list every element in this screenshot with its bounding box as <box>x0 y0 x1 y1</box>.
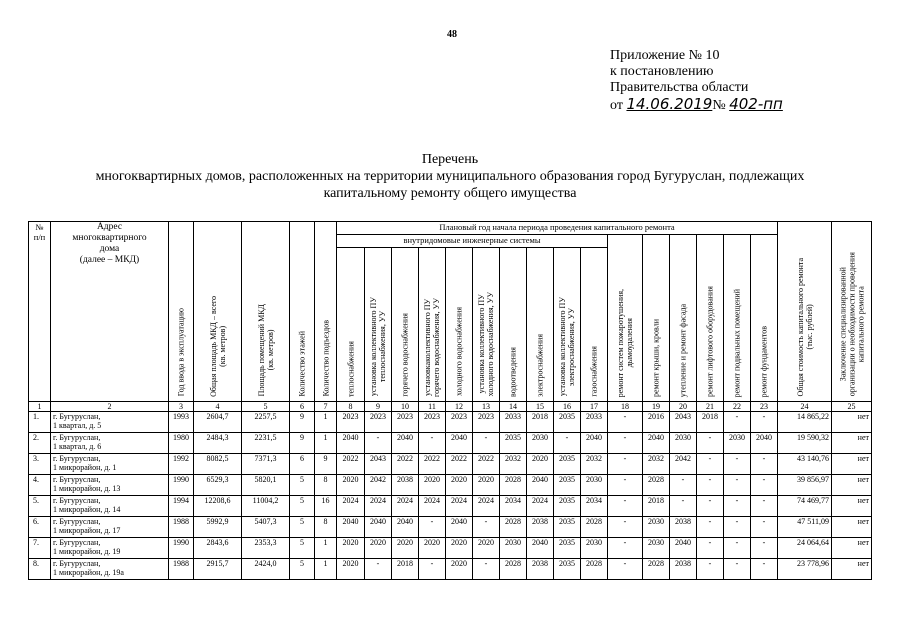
table-cell: 2035 <box>554 475 581 496</box>
table-row <box>29 412 872 433</box>
table-cell: 2028 <box>643 559 670 580</box>
table-cell: 1 <box>315 412 337 433</box>
table-cell: 2035 <box>554 496 581 517</box>
table-cell: 2032 <box>581 454 608 475</box>
table-cell: 2024 <box>419 496 446 517</box>
appendix-line-3: Правительства области <box>610 80 749 95</box>
table-cell: 6529,3 <box>194 475 242 496</box>
table-cell: 2020 <box>473 475 500 496</box>
header-system-3: установкаколлективного ПУ горячего водоснабжения, УУ <box>419 248 446 402</box>
column-number: 25 <box>832 402 872 412</box>
table-cell: 2231,5 <box>242 433 290 454</box>
table-cell: - <box>608 538 643 559</box>
table-cell: 19 590,32 <box>778 433 832 454</box>
table-cell: нет <box>832 433 872 454</box>
table-cell: 14 865,22 <box>778 412 832 433</box>
table-cell: 8 <box>315 517 337 538</box>
appendix-no-sign: № <box>712 98 726 113</box>
table-cell: 2028 <box>500 559 527 580</box>
table-cell: нет <box>832 475 872 496</box>
table-cell: 2020 <box>473 538 500 559</box>
table-cell: г. Бугуруслан, 1 микрорайон, д. 19 <box>51 538 169 559</box>
table-row <box>29 559 872 580</box>
table-cell: 1988 <box>169 517 194 538</box>
table-cell: г. Бугуруслан, 1 микрорайон, д. 19а <box>51 559 169 580</box>
table-cell: - <box>419 559 446 580</box>
table-cell: 5 <box>290 475 315 496</box>
table-cell: 2034 <box>581 496 608 517</box>
header-conclusion: Заключение специализированной организации о необходимости проведения капитального ремонта <box>832 222 872 402</box>
table-cell: 2028 <box>500 475 527 496</box>
table-cell: 2353,3 <box>242 538 290 559</box>
table-cell: 2020 <box>419 538 446 559</box>
table-cell: 2030 <box>643 517 670 538</box>
table-cell: 2040 <box>751 433 778 454</box>
header-num: № п/п <box>29 222 51 402</box>
table-cell: - <box>751 496 778 517</box>
table-cell: нет <box>832 412 872 433</box>
table-cell: 16 <box>315 496 337 517</box>
table-cell: 2030 <box>581 475 608 496</box>
table-cell: 2604,7 <box>194 412 242 433</box>
table-cell: - <box>419 433 446 454</box>
table-cell: г. Бугуруслан, 1 микрорайон, д. 13 <box>51 475 169 496</box>
table-cell: 2032 <box>500 454 527 475</box>
table-cell: 2020 <box>337 559 365 580</box>
table-cell: - <box>751 475 778 496</box>
table-cell: 2020 <box>446 559 473 580</box>
table-cell: нет <box>832 538 872 559</box>
table-cell: 1993 <box>169 412 194 433</box>
header-plan-group: Плановый год начала периода проведения капитального ремонта <box>337 222 778 235</box>
table-cell: 2018 <box>527 412 554 433</box>
table-cell: - <box>473 433 500 454</box>
table-cell: 2040 <box>670 538 697 559</box>
header-other-5: ремонт фундаментов <box>751 235 778 402</box>
table-cell: 5 <box>290 496 315 517</box>
table-cell: 5407,3 <box>242 517 290 538</box>
table-cell: - <box>751 559 778 580</box>
table-cell: 8. <box>29 559 51 580</box>
table-cell: - <box>751 454 778 475</box>
table-cell: 43 140,76 <box>778 454 832 475</box>
table-cell: г. Бугуруслан, 1 квартал, д. 5 <box>51 412 169 433</box>
table-cell: 2042 <box>365 475 392 496</box>
column-number: 3 <box>169 402 194 412</box>
table-cell: 1 <box>315 538 337 559</box>
table-cell: 1990 <box>169 475 194 496</box>
table-cell: нет <box>832 517 872 538</box>
table-cell: 2020 <box>419 475 446 496</box>
table-cell: г. Бугуруслан, 1 микрорайон, д. 1 <box>51 454 169 475</box>
table-cell: - <box>724 412 751 433</box>
table-cell: 2018 <box>392 559 419 580</box>
column-number: 18 <box>608 402 643 412</box>
table-cell: - <box>751 412 778 433</box>
table-cell: 2040 <box>337 433 365 454</box>
table-cell: - <box>608 433 643 454</box>
page-number: 48 <box>447 29 457 40</box>
column-number: 5 <box>242 402 290 412</box>
column-number-row <box>29 402 872 412</box>
table-cell: 2020 <box>337 538 365 559</box>
table-cell: 2022 <box>392 454 419 475</box>
table-cell: нет <box>832 454 872 475</box>
table-cell: 2915,7 <box>194 559 242 580</box>
table-cell: - <box>608 559 643 580</box>
table-cell: 2035 <box>500 433 527 454</box>
title-line-2: многоквартирных домов, расположенных на территории муниципального образования город Бугуруслан, подлежащих <box>95 169 805 184</box>
document-title <box>40 151 860 202</box>
table-row <box>29 517 872 538</box>
header-entrances: Количество подъездов <box>315 222 337 402</box>
table-cell: 2028 <box>500 517 527 538</box>
title-line-3: капитальному ремонту общего имущества <box>323 186 577 201</box>
table-cell: 2022 <box>446 454 473 475</box>
table-cell: 1994 <box>169 496 194 517</box>
table-cell: 2024 <box>527 496 554 517</box>
table-cell: 2038 <box>527 517 554 538</box>
table-cell: 2023 <box>392 412 419 433</box>
table-cell: - <box>608 496 643 517</box>
header-system-8: установка коллективного ПУ электроснабжения, УУ <box>554 248 581 402</box>
table-cell: 2024 <box>446 496 473 517</box>
column-number: 7 <box>315 402 337 412</box>
table-cell: 1990 <box>169 538 194 559</box>
appendix-date: 14.06.2019 <box>626 95 713 113</box>
table-cell: 2023 <box>365 412 392 433</box>
table-cell: 2040 <box>446 517 473 538</box>
table-cell: 2043 <box>670 412 697 433</box>
appendix-from: от <box>610 98 623 113</box>
column-number: 21 <box>697 402 724 412</box>
table-cell: 2033 <box>581 412 608 433</box>
table-cell: 5 <box>290 559 315 580</box>
table-cell: 2040 <box>365 517 392 538</box>
table-cell: 2040 <box>527 538 554 559</box>
table-cell: 2484,3 <box>194 433 242 454</box>
column-number: 16 <box>554 402 581 412</box>
table-cell: 2038 <box>392 475 419 496</box>
table-cell: 2023 <box>446 412 473 433</box>
table-cell: 2028 <box>581 517 608 538</box>
houses-table <box>28 221 872 580</box>
column-number: 4 <box>194 402 242 412</box>
appendix-block <box>610 48 783 114</box>
table-cell: 2028 <box>643 475 670 496</box>
table-cell: - <box>724 496 751 517</box>
table-cell: 2035 <box>554 559 581 580</box>
table-cell: 2030 <box>724 433 751 454</box>
table-cell: 23 778,96 <box>778 559 832 580</box>
table-cell: - <box>724 559 751 580</box>
table-cell: 2033 <box>500 412 527 433</box>
appendix-line-2: к постановлению <box>610 64 714 79</box>
table-cell: 2038 <box>527 559 554 580</box>
table-cell: 39 856,97 <box>778 475 832 496</box>
table-cell: 2020 <box>337 475 365 496</box>
table-cell: 2035 <box>554 412 581 433</box>
header-system-6: водоотведения <box>500 248 527 402</box>
column-number: 17 <box>581 402 608 412</box>
table-cell: нет <box>832 559 872 580</box>
table-cell: - <box>554 433 581 454</box>
table-cell: 7. <box>29 538 51 559</box>
table-cell: 2024 <box>365 496 392 517</box>
table-cell: 2022 <box>419 454 446 475</box>
table-cell: 12208,6 <box>194 496 242 517</box>
column-number: 19 <box>643 402 670 412</box>
table-cell: 2016 <box>643 412 670 433</box>
table-cell: - <box>697 454 724 475</box>
column-number: 10 <box>392 402 419 412</box>
table-cell: 2030 <box>581 538 608 559</box>
table-cell: 6. <box>29 517 51 538</box>
table-cell: 5820,1 <box>242 475 290 496</box>
table-cell: 2020 <box>446 538 473 559</box>
table-cell: - <box>419 517 446 538</box>
table-cell: 2424,0 <box>242 559 290 580</box>
header-floors: Количество этажей <box>290 222 315 402</box>
table-cell: 2020 <box>527 454 554 475</box>
table-cell: 47 511,09 <box>778 517 832 538</box>
table-cell: 2843,6 <box>194 538 242 559</box>
table-cell: 9 <box>290 433 315 454</box>
column-number: 24 <box>778 402 832 412</box>
table-cell: - <box>697 475 724 496</box>
table-cell: 74 469,77 <box>778 496 832 517</box>
header-area-rooms: Площадь помещений МКД (кв. метров) <box>242 222 290 402</box>
table-row <box>29 475 872 496</box>
table-cell: 2043 <box>365 454 392 475</box>
table-cell: 2030 <box>670 433 697 454</box>
table-cell: - <box>670 475 697 496</box>
table-cell: - <box>473 517 500 538</box>
table-cell: - <box>697 433 724 454</box>
column-number: 6 <box>290 402 315 412</box>
title-line-1: Перечень <box>421 152 479 167</box>
table-cell: 2020 <box>365 538 392 559</box>
header-other-4: ремонт подвальных помещений <box>724 235 751 402</box>
table-row <box>29 433 872 454</box>
table-cell: 2035 <box>554 517 581 538</box>
table-cell: 2030 <box>643 538 670 559</box>
header-other-1: ремонт крыши, кровли <box>643 235 670 402</box>
column-number: 8 <box>337 402 365 412</box>
table-cell: - <box>670 496 697 517</box>
column-number: 9 <box>365 402 392 412</box>
table-cell: 3. <box>29 454 51 475</box>
appendix-date-line <box>610 96 783 114</box>
table-cell: 2035 <box>554 454 581 475</box>
table-cell: 2023 <box>337 412 365 433</box>
header-other-3: ремонт лифтового оборудования <box>697 235 724 402</box>
table-cell: 2035 <box>554 538 581 559</box>
header-system-0: теплоснабжения <box>337 248 365 402</box>
table-cell: 2038 <box>670 517 697 538</box>
table-cell: - <box>697 538 724 559</box>
table-cell: 1988 <box>169 559 194 580</box>
table-cell: 2257,5 <box>242 412 290 433</box>
table-cell: 5 <box>290 517 315 538</box>
table-cell: 2040 <box>581 433 608 454</box>
table-row <box>29 496 872 517</box>
table-row <box>29 538 872 559</box>
column-number: 14 <box>500 402 527 412</box>
table-cell: 2040 <box>392 433 419 454</box>
table-cell: - <box>608 412 643 433</box>
table-cell: 2040 <box>643 433 670 454</box>
column-number: 22 <box>724 402 751 412</box>
column-number: 12 <box>446 402 473 412</box>
table-cell: 2042 <box>670 454 697 475</box>
table-cell: 9 <box>315 454 337 475</box>
table-cell: 1980 <box>169 433 194 454</box>
table-cell: 4. <box>29 475 51 496</box>
table-cell: 2040 <box>527 475 554 496</box>
header-system-7: электроснабжения <box>527 248 554 402</box>
table-cell: г. Бугуруслан, 1 квартал, д. 6 <box>51 433 169 454</box>
table-cell: - <box>365 433 392 454</box>
header-other-0: ремонт систем пожаротушения, дымоудаления <box>608 235 643 402</box>
table-cell: 24 064,64 <box>778 538 832 559</box>
table-cell: - <box>473 559 500 580</box>
column-number: 1 <box>29 402 51 412</box>
header-other-2: утепление и ремонт фасада <box>670 235 697 402</box>
table-cell: 2023 <box>473 412 500 433</box>
table-cell: 11004,2 <box>242 496 290 517</box>
table-cell: - <box>697 517 724 538</box>
header-system-5: установка коллективного ПУ холодного водоснабжения, УУ <box>473 248 500 402</box>
table-cell: 5 <box>290 538 315 559</box>
table-cell: 2020 <box>446 475 473 496</box>
table-row <box>29 454 872 475</box>
header-systems-group: внутридомовые инженерные системы <box>337 235 608 248</box>
table-cell: - <box>724 538 751 559</box>
table-cell: 2030 <box>527 433 554 454</box>
table-cell: 2028 <box>581 559 608 580</box>
table-cell: 7371,3 <box>242 454 290 475</box>
table-cell: 6 <box>290 454 315 475</box>
table-cell: 9 <box>290 412 315 433</box>
header-area-total: Общая площадь МКД – всего (кв. метров) <box>194 222 242 402</box>
table-cell: 2038 <box>670 559 697 580</box>
table-cell: 2023 <box>419 412 446 433</box>
table-cell: 2018 <box>643 496 670 517</box>
table-cell: 2024 <box>473 496 500 517</box>
table-cell: 2034 <box>500 496 527 517</box>
header-system-1: установка коллективного ПУ теплоснабжения, УУ <box>365 248 392 402</box>
table-cell: нет <box>832 496 872 517</box>
table-cell: - <box>724 517 751 538</box>
table-cell: 8 <box>315 475 337 496</box>
table-cell: 2040 <box>392 517 419 538</box>
header-system-2: горячего водоснабжения <box>392 248 419 402</box>
table-cell: - <box>697 559 724 580</box>
column-number: 23 <box>751 402 778 412</box>
appendix-line-1: Приложение № 10 <box>610 48 720 63</box>
table-cell: 1992 <box>169 454 194 475</box>
table-cell: 2018 <box>697 412 724 433</box>
table-cell: г. Бугуруслан, 1 микрорайон, д. 17 <box>51 517 169 538</box>
table-cell: - <box>751 538 778 559</box>
column-number: 13 <box>473 402 500 412</box>
table-cell: 8082,5 <box>194 454 242 475</box>
column-number: 2 <box>51 402 169 412</box>
table-cell: - <box>697 496 724 517</box>
column-number: 20 <box>670 402 697 412</box>
table-cell: 2020 <box>392 538 419 559</box>
table-cell: 2040 <box>446 433 473 454</box>
table-cell: 1 <box>315 433 337 454</box>
table-cell: - <box>608 475 643 496</box>
table-cell: - <box>724 454 751 475</box>
table-cell: - <box>724 475 751 496</box>
table-cell: 5. <box>29 496 51 517</box>
table-cell: г. Бугуруслан, 1 микрорайон, д. 14 <box>51 496 169 517</box>
table-cell: 1 <box>315 559 337 580</box>
column-number: 15 <box>527 402 554 412</box>
header-system-4: холодного водоснабжения <box>446 248 473 402</box>
table-cell: - <box>751 517 778 538</box>
table-cell: 1. <box>29 412 51 433</box>
table-cell: - <box>365 559 392 580</box>
column-number: 11 <box>419 402 446 412</box>
table-cell: 2030 <box>500 538 527 559</box>
table-cell: 2024 <box>337 496 365 517</box>
table-cell: - <box>608 517 643 538</box>
header-system-9: газоснабжения <box>581 248 608 402</box>
appendix-number: 402-пп <box>729 95 783 113</box>
table-cell: 2022 <box>337 454 365 475</box>
table-cell: 2040 <box>337 517 365 538</box>
table-cell: 2032 <box>643 454 670 475</box>
table-cell: - <box>608 454 643 475</box>
table-cell: 2024 <box>392 496 419 517</box>
header-year: Год ввода в эксплуатацию <box>169 222 194 402</box>
table-cell: 5992,9 <box>194 517 242 538</box>
table-cell: 2. <box>29 433 51 454</box>
table-cell: 2022 <box>473 454 500 475</box>
header-cost: Общая стоимость капитального ремонта (тыс. рублей) <box>778 222 832 402</box>
header-address: Адрес многоквартирного дома (далее – МКД) <box>51 222 169 402</box>
